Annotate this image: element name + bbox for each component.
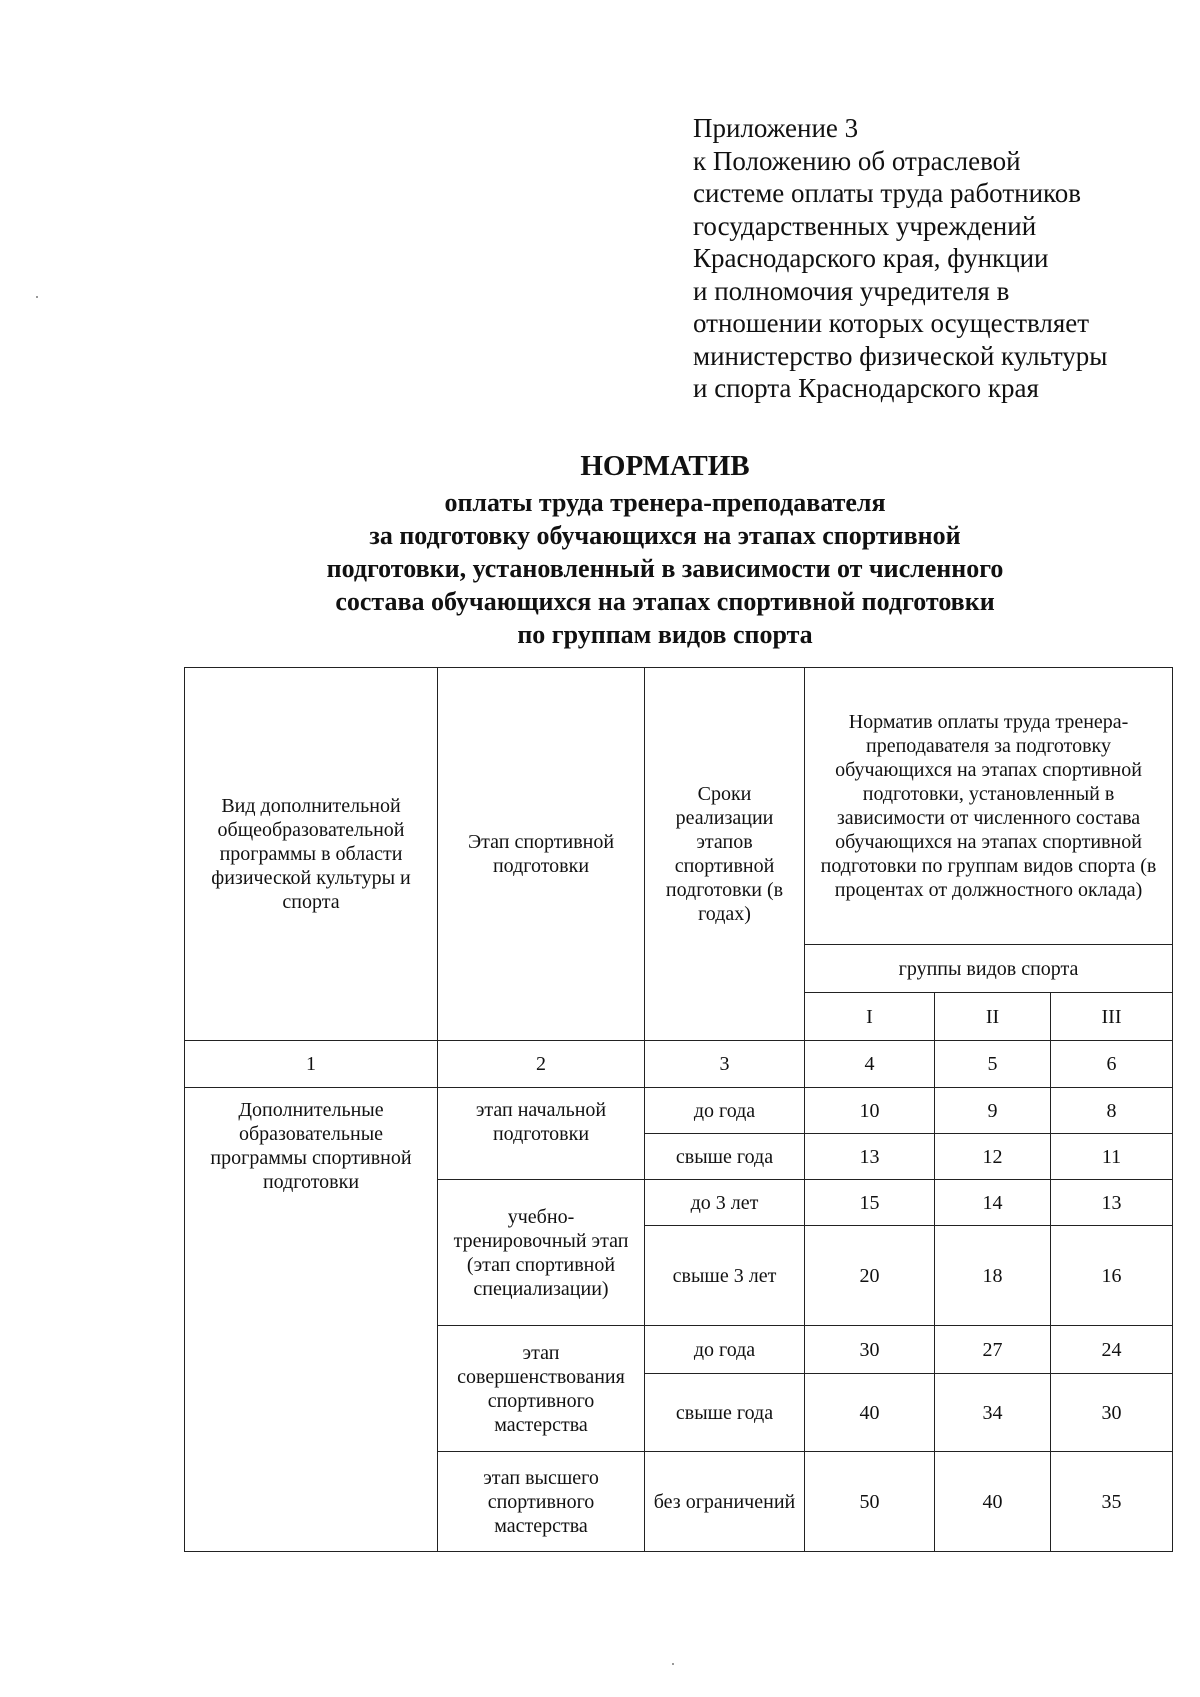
- column-numbers-row: [185, 1041, 1173, 1088]
- value-cell: 13: [805, 1134, 935, 1180]
- document-title: [160, 446, 1170, 651]
- column-number: 1: [185, 1041, 438, 1088]
- column-number: 3: [645, 1041, 805, 1088]
- header-stage: Этап спортивной подготовки: [438, 668, 645, 1041]
- scan-speck: [672, 1663, 674, 1665]
- value-cell: 14: [935, 1180, 1051, 1226]
- header-program-type: Вид дополнительной общеобразовательной программы в области физической культуры и спорта: [185, 668, 438, 1041]
- value-cell: 50: [805, 1452, 935, 1552]
- column-number: 5: [935, 1041, 1051, 1088]
- term-cell: до 3 лет: [645, 1180, 805, 1226]
- column-number: 6: [1051, 1041, 1173, 1088]
- appendix-line: к Положению об отраслевой: [693, 145, 1021, 176]
- term-cell: до года: [645, 1326, 805, 1374]
- value-cell: 10: [805, 1088, 935, 1134]
- stage-name: этап начальной подготовки: [438, 1088, 645, 1180]
- appendix-line: и спорта Краснодарского края: [693, 373, 1039, 403]
- stage-name: этап совершенствования спортивного мастерства: [438, 1326, 645, 1452]
- value-cell: 27: [935, 1326, 1051, 1374]
- appendix-line: и полномочия учредителя в: [693, 275, 1010, 306]
- scan-speck: [36, 296, 38, 298]
- column-number: 2: [438, 1041, 645, 1088]
- header-group-ii: II: [935, 993, 1051, 1041]
- term-cell: без ограничений: [645, 1452, 805, 1552]
- header-group-i: I: [805, 993, 935, 1041]
- value-cell: 40: [935, 1452, 1051, 1552]
- title-line: по группам видов спорта: [517, 620, 813, 649]
- appendix-line: министерство физической культуры: [693, 340, 1108, 371]
- column-number: 4: [805, 1041, 935, 1088]
- title-line: состава обучающихся на этапах спортивной подготовки: [335, 587, 995, 616]
- program-cell: Дополнительные образовательные программы спортивной подготовки: [185, 1088, 438, 1552]
- header-norm: Норматив оплаты труда тренера-преподавателя за подготовку обучающихся на этапах спортивной подготовки, установленный в зависимости от численного состава обучающихся на этапах спортивной подготовки по группам видов спорта (в процентах от должностного оклада): [805, 668, 1173, 945]
- value-cell: 11: [1051, 1134, 1173, 1180]
- title-line: за подготовку обучающихся на этапах спортивной: [369, 521, 961, 550]
- appendix-line: отношении которых осуществляет: [693, 308, 1090, 338]
- appendix-line: системе оплаты труда работников: [693, 178, 1082, 208]
- value-cell: 15: [805, 1180, 935, 1226]
- term-cell: до года: [645, 1088, 805, 1134]
- header-terms: Сроки реализации этапов спортивной подготовки (в годах): [645, 668, 805, 1041]
- title-line: подготовки, установленный в зависимости от численного: [326, 554, 1004, 583]
- title-main: НОРМАТИВ: [580, 450, 750, 482]
- header-group-iii: III: [1051, 993, 1173, 1041]
- term-cell: свыше года: [645, 1134, 805, 1180]
- value-cell: 9: [935, 1088, 1051, 1134]
- title-line: оплаты труда тренера-преподавателя: [444, 488, 886, 517]
- value-cell: 12: [935, 1134, 1051, 1180]
- value-cell: 16: [1051, 1226, 1173, 1326]
- value-cell: 40: [805, 1374, 935, 1452]
- table-row: [185, 1088, 1173, 1134]
- value-cell: 30: [805, 1326, 935, 1374]
- value-cell: 35: [1051, 1452, 1173, 1552]
- term-cell: свыше 3 лет: [645, 1226, 805, 1326]
- appendix-line: Приложение 3: [693, 113, 859, 143]
- norm-table: [184, 667, 1173, 1552]
- appendix-line: Краснодарского края, функции: [693, 243, 1049, 273]
- stage-name: учебно-тренировочный этап (этап спортивной специализации): [438, 1180, 645, 1326]
- value-cell: 20: [805, 1226, 935, 1326]
- appendix-line: государственных учреждений: [693, 210, 1037, 241]
- value-cell: 13: [1051, 1180, 1173, 1226]
- value-cell: 8: [1051, 1088, 1173, 1134]
- value-cell: 24: [1051, 1326, 1173, 1374]
- term-cell: свыше года: [645, 1374, 805, 1452]
- value-cell: 34: [935, 1374, 1051, 1452]
- appendix-note: [693, 112, 1173, 405]
- header-groups: группы видов спорта: [805, 945, 1173, 993]
- stage-name: этап высшего спортивного мастерства: [438, 1452, 645, 1552]
- value-cell: 18: [935, 1226, 1051, 1326]
- value-cell: 30: [1051, 1374, 1173, 1452]
